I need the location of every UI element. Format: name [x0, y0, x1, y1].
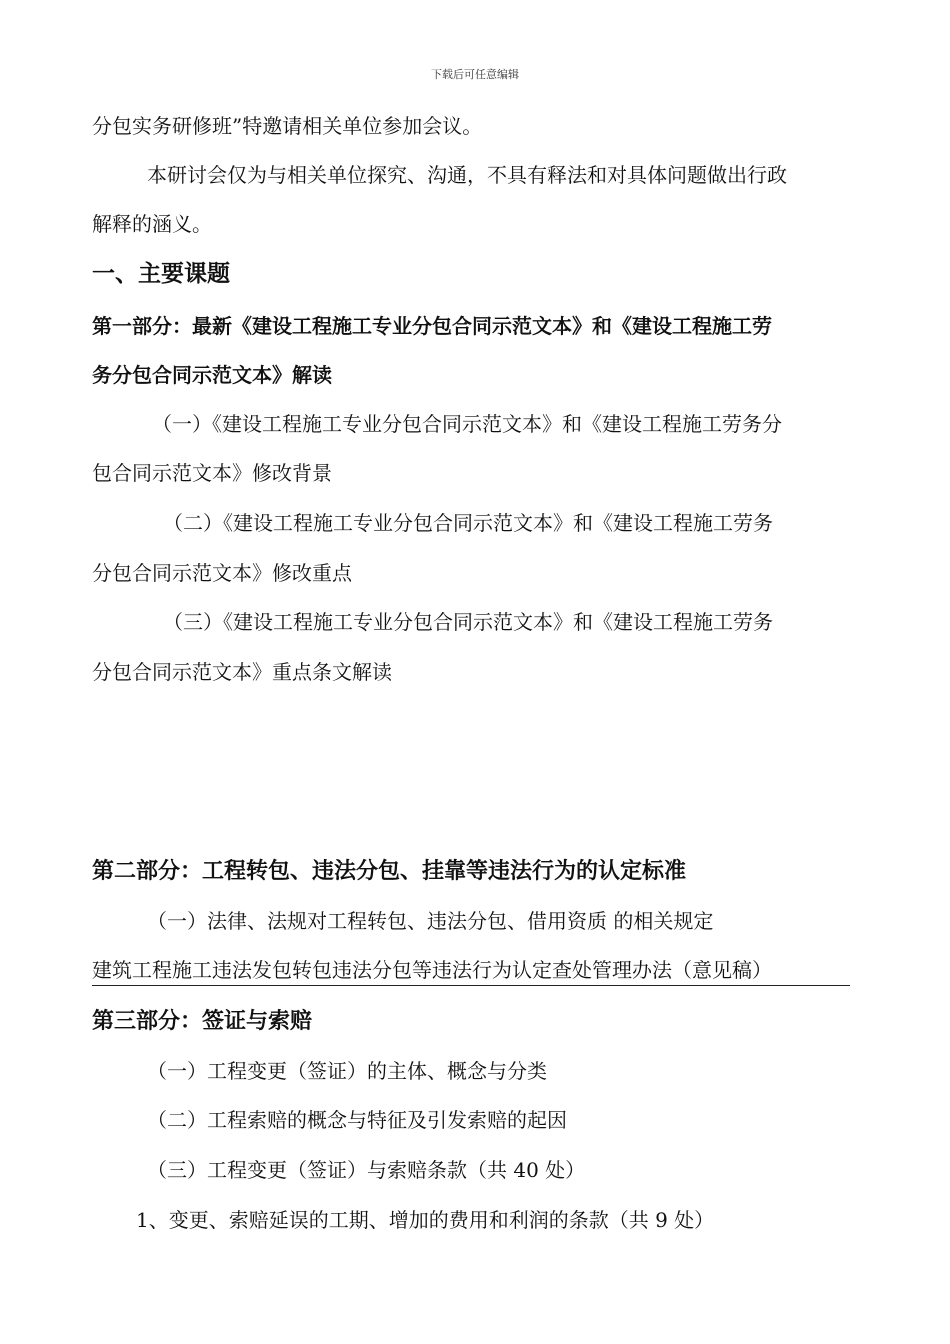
- part1-item-1-line-1: （一）《建设工程施工专业分包合同示范文本》和《建设工程施工劳务分: [152, 412, 782, 436]
- disclaimer-line-1: 本研讨会仅为与相关单位探究、沟通，不具有释法和对具体问题做出行政: [147, 163, 787, 187]
- part3-item-1: （一）工程变更（签证）的主体、概念与分类: [147, 1059, 547, 1083]
- part1-title-line-2: 务分包合同示范文本》解读: [92, 363, 332, 387]
- section-title: 一、主要课题: [92, 260, 230, 287]
- header-note: 下载后可任意编辑: [431, 68, 519, 81]
- part1-item-3-line-1: （三）《建设工程施工专业分包合同示范文本》和《建设工程施工劳务: [163, 610, 773, 634]
- part1-item-3-line-2: 分包合同示范文本》重点条文解读: [92, 660, 392, 684]
- part1-item-2-line-2: 分包合同示范文本》修改重点: [92, 561, 352, 585]
- part1-item-2-line-1: （二）《建设工程施工专业分包合同示范文本》和《建设工程施工劳务: [163, 511, 773, 535]
- part1-title-line-1: 第一部分：最新《建设工程施工专业分包合同示范文本》和《建设工程施工劳: [92, 314, 772, 338]
- part1-item-1-line-2: 包合同示范文本》修改背景: [92, 461, 332, 485]
- part3-title: 第三部分：签证与索赔: [92, 1008, 313, 1034]
- intro-line: 分包实务研修班”特邀请相关单位参加会议。: [92, 114, 483, 138]
- part2-underlined-line: 建筑工程施工违法发包转包违法分包等违法行为认定查处管理办法（意见稿）: [92, 956, 850, 986]
- disclaimer-line-2: 解释的涵义。: [92, 212, 212, 236]
- part3-item-3: （三）工程变更（签证）与索赔条款（共 40 处）: [147, 1158, 586, 1182]
- part2-title: 第二部分：工程转包、违法分包、挂靠等违法行为的认定标准: [92, 858, 687, 884]
- part2-item-1: （一）法律、法规对工程转包、违法分包、借用资质 的相关规定: [147, 909, 714, 933]
- part3-subitem-1: 1、变更、索赔延误的工期、增加的费用和利润的条款（共 9 处）: [136, 1208, 715, 1232]
- part3-item-2: （二）工程索赔的概念与特征及引发索赔的起因: [147, 1108, 567, 1132]
